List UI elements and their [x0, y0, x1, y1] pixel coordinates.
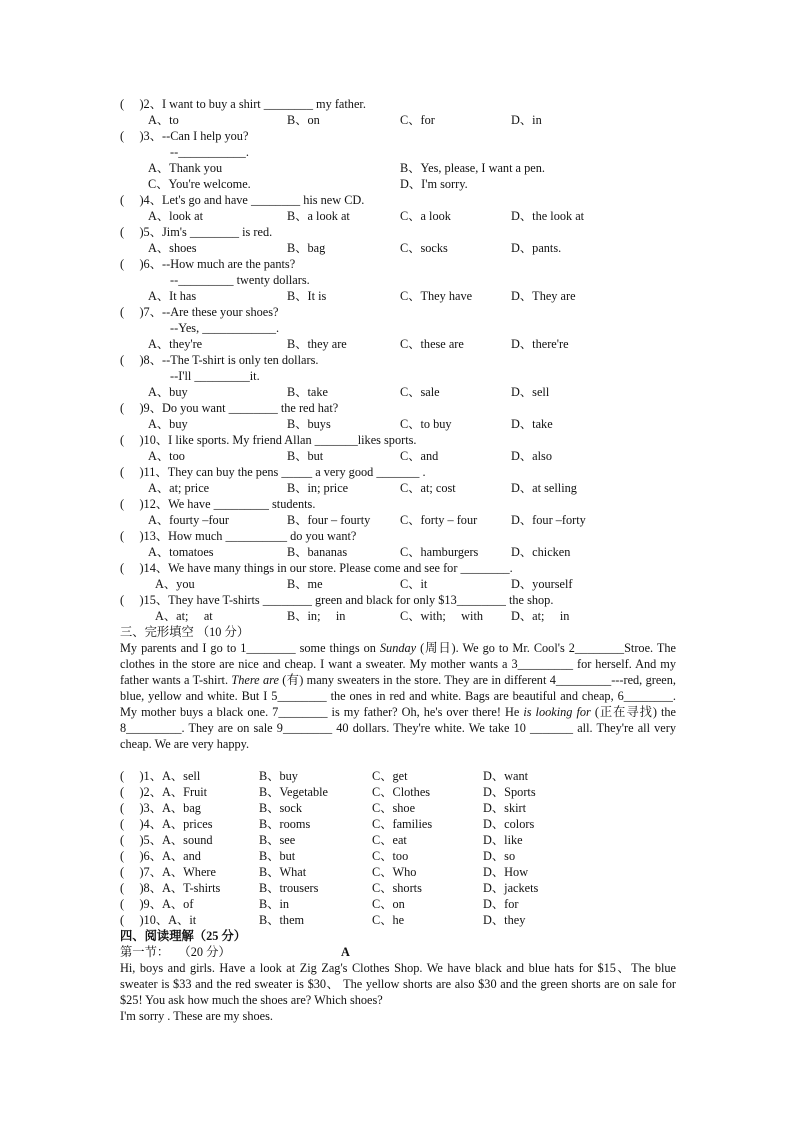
- option-B: B、but: [287, 449, 324, 463]
- option-D: D、so: [483, 849, 516, 863]
- question-stem: ( )5、Jim's ________ is red.: [120, 225, 273, 239]
- option-D: D、skirt: [483, 801, 527, 815]
- option-D: D、Sports: [483, 785, 536, 799]
- option-D: D、in: [511, 113, 542, 127]
- option-C: C、at; cost: [400, 481, 456, 495]
- option-C: C、sale: [400, 385, 440, 399]
- option-C: C、get: [372, 769, 408, 783]
- option-A: A、buy: [148, 385, 188, 399]
- option-D: D、chicken: [511, 545, 571, 559]
- option-B: B、Yes, please, I want a pen.: [400, 161, 545, 175]
- option-B: B、on: [287, 113, 320, 127]
- option-D: D、I'm sorry.: [400, 177, 468, 191]
- option-D: D、like: [483, 833, 523, 847]
- question-stem: ( )12、We have _________ students.: [120, 497, 316, 511]
- option-B: B、in: [259, 897, 290, 911]
- option-D: D、for: [483, 897, 519, 911]
- subsection-title: 第一节： （20 分）: [120, 945, 231, 959]
- passage-text: There are: [231, 673, 279, 687]
- option-D: D、the look at: [511, 209, 585, 223]
- option-B: B、them: [259, 913, 305, 927]
- option-C: C、forty – four: [400, 513, 478, 527]
- option-A: A、at; at: [155, 609, 213, 623]
- option-C: C、it: [400, 577, 428, 591]
- option-A: A、at; price: [148, 481, 210, 495]
- question-dialogue-line: --___________.: [170, 145, 249, 159]
- option-B: B、buy: [259, 769, 298, 783]
- option-B: B、in; in: [287, 609, 346, 623]
- option-D: D、sell: [511, 385, 550, 399]
- option-B: B、Vegetable: [259, 785, 328, 799]
- question-dialogue-line: --I'll _________it.: [170, 369, 260, 383]
- option-D: D、want: [483, 769, 529, 783]
- option-C: C、Who: [372, 865, 417, 879]
- option-C: C、families: [372, 817, 433, 831]
- option-D: D、also: [511, 449, 552, 463]
- option-B: B、It is: [287, 289, 327, 303]
- option-B: B、but: [259, 849, 296, 863]
- option-C: C、eat: [372, 833, 407, 847]
- passage-text: (周日). We go to Mr. Cool's 2________Stroe. The clothes in the store are nice and cheap. I want a sweater. My mother wants a 3_________ for herself. And my father wants a T-shirt.: [120, 641, 676, 687]
- option-B: B、What: [259, 865, 307, 879]
- option-C: C、to buy: [400, 417, 452, 431]
- cloze-passage: [120, 640, 676, 752]
- option-A: A、fourty –four: [148, 513, 229, 527]
- option-D: D、jackets: [483, 881, 539, 895]
- option-D: D、four –forty: [511, 513, 586, 527]
- option-D: D、yourself: [511, 577, 573, 591]
- question-stem: ( )3、--Can I help you?: [120, 129, 249, 143]
- option-D: D、there're: [511, 337, 569, 351]
- question-stem: ( )14、We have many things in our store. Please come and see for ________.: [120, 561, 513, 575]
- passage-text: is looking for: [523, 705, 591, 719]
- option-B: B、sock: [259, 801, 303, 815]
- cloze-question: ( )2、A、Fruit: [120, 785, 208, 799]
- option-B: B、in; price: [287, 481, 349, 495]
- option-C: C、and: [400, 449, 439, 463]
- option-C: C、these are: [400, 337, 464, 351]
- passage-label: A: [341, 945, 350, 959]
- section-title: 四、阅读理解（25 分）: [120, 929, 247, 943]
- cloze-question: ( )8、A、T-shirts: [120, 881, 221, 895]
- question-stem: ( )4、Let's go and have ________ his new CD.: [120, 193, 365, 207]
- option-A: A、they're: [148, 337, 203, 351]
- option-D: D、pants.: [511, 241, 562, 255]
- option-B: B、trousers: [259, 881, 319, 895]
- option-D: D、How: [483, 865, 529, 879]
- question-dialogue-line: --_________ twenty dollars.: [170, 273, 310, 287]
- section-title: 三、完形填空 （10 分）: [120, 625, 250, 639]
- option-A: A、It has: [148, 289, 197, 303]
- option-C: C、for: [400, 113, 435, 127]
- option-C: C、Clothes: [372, 785, 431, 799]
- option-A: A、Thank you: [148, 161, 223, 175]
- option-B: B、take: [287, 385, 328, 399]
- option-D: D、they: [483, 913, 526, 927]
- option-C: C、a look: [400, 209, 451, 223]
- question-stem: ( )11、They can buy the pens _____ a very good _______ .: [120, 465, 426, 479]
- option-A: A、you: [155, 577, 195, 591]
- passage-text: Sunday: [379, 641, 417, 655]
- option-D: D、take: [511, 417, 553, 431]
- option-A: A、to: [148, 113, 179, 127]
- cloze-question: ( )6、A、and: [120, 849, 201, 863]
- option-C: C、he: [372, 913, 405, 927]
- option-B: B、bag: [287, 241, 326, 255]
- cloze-question: ( )1、A、sell: [120, 769, 201, 783]
- cloze-question: ( )7、A、Where: [120, 865, 216, 879]
- option-D: D、They are: [511, 289, 576, 303]
- option-C: C、You're welcome.: [148, 177, 251, 191]
- option-C: C、They have: [400, 289, 473, 303]
- option-A: A、tomatoes: [148, 545, 214, 559]
- question-stem: ( )9、Do you want ________ the red hat?: [120, 401, 339, 415]
- question-dialogue-line: --Yes, ____________.: [170, 321, 280, 335]
- question-stem: ( )15、They have T-shirts ________ green and black for only $13________ the shop.: [120, 593, 554, 607]
- option-C: C、shoe: [372, 801, 416, 815]
- option-B: B、they are: [287, 337, 347, 351]
- question-stem: ( )10、I like sports. My friend Allan _______likes sports.: [120, 433, 417, 447]
- question-stem: ( )7、--Are these your shoes?: [120, 305, 279, 319]
- option-C: C、on: [372, 897, 405, 911]
- option-B: B、a look at: [287, 209, 350, 223]
- option-B: B、me: [287, 577, 323, 591]
- cloze-question: ( )5、A、sound: [120, 833, 213, 847]
- cloze-question: ( )3、A、bag: [120, 801, 201, 815]
- option-C: C、shorts: [372, 881, 422, 895]
- option-B: B、four – fourty: [287, 513, 371, 527]
- cloze-question: ( )10、A、it: [120, 913, 197, 927]
- option-C: C、socks: [400, 241, 448, 255]
- option-B: B、see: [259, 833, 296, 847]
- option-B: B、rooms: [259, 817, 311, 831]
- option-A: A、look at: [148, 209, 203, 223]
- option-D: D、at selling: [511, 481, 577, 495]
- reading-passage-last-line: I'm sorry . These are my shoes.: [120, 1009, 273, 1023]
- question-stem: ( )13、How much __________ do you want?: [120, 529, 357, 543]
- cloze-question: ( )9、A、of: [120, 897, 194, 911]
- question-stem: ( )2、I want to buy a shirt ________ my father.: [120, 97, 366, 111]
- option-D: D、at; in: [511, 609, 570, 623]
- option-A: A、too: [148, 449, 185, 463]
- option-A: A、buy: [148, 417, 188, 431]
- reading-passage: Hi, boys and girls. Have a look at Zig Zag's Clothes Shop. We have black and blue hats for $15、The blue sweater is $33 and the red sweater is $30、 The yellow shorts are also $30 and the green shorts are on sale for $25! You ask how much the shoes are? Which shoes?: [120, 961, 676, 1007]
- passage-text: (有) many sweaters in the store. They are in different 4_________---red, green, blue, yellow and white. But I 5________ the ones in red and white. Bags are beautiful and cheap, 6________. My mother buys a black one. 7________ is my father? Oh, he's over there! He: [120, 673, 676, 719]
- option-D: D、colors: [483, 817, 535, 831]
- passage-text: My parents and I go to 1________ some things on: [120, 641, 380, 655]
- option-B: B、bananas: [287, 545, 348, 559]
- cloze-question: ( )4、A、prices: [120, 817, 213, 831]
- option-A: A、shoes: [148, 241, 197, 255]
- option-C: C、hamburgers: [400, 545, 479, 559]
- question-stem: ( )6、--How much are the pants?: [120, 257, 296, 271]
- question-stem: ( )8、--The T-shirt is only ten dollars.: [120, 353, 319, 367]
- option-C: C、too: [372, 849, 409, 863]
- passage-text: (正在寻找) the 8_________. They are on sale 9________ 40 dollars. They're white. We take 10 _______ all. They're all very cheap. We are very happy.: [120, 705, 676, 751]
- option-C: C、with; with: [400, 609, 484, 623]
- option-B: B、buys: [287, 417, 331, 431]
